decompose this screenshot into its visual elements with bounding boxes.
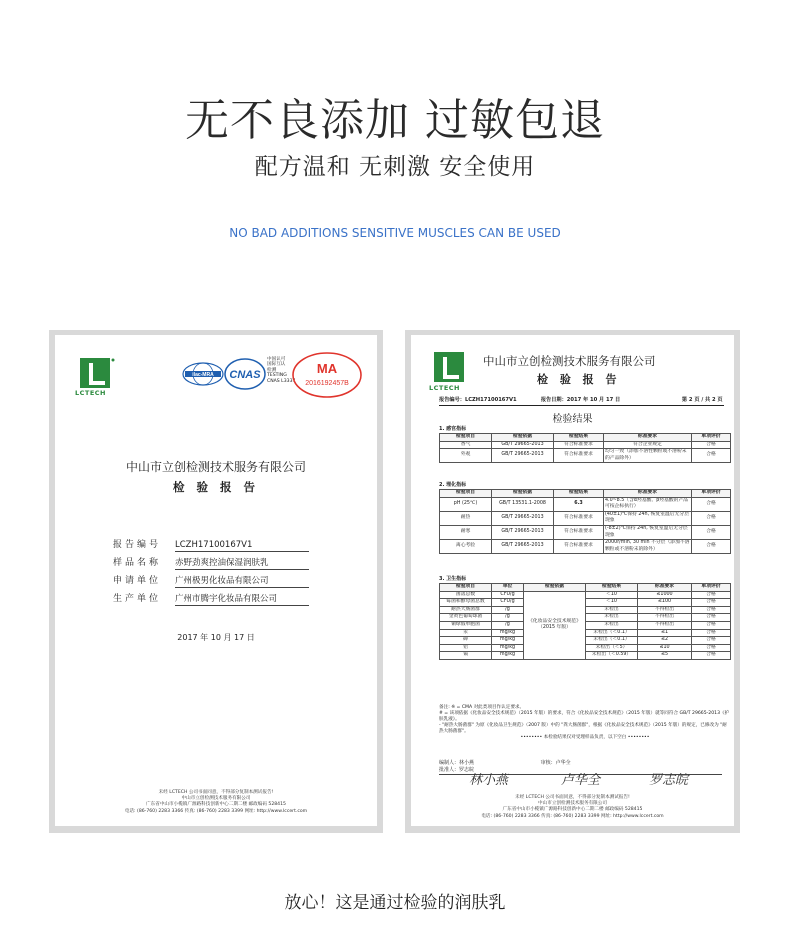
report-cover-page <box>55 335 377 826</box>
table-row: 耐热 GB/T 29665-2013 符合标准要求 (40±1)℃保持 24h, 恢复室温后无分层现象 合格 <box>440 511 731 525</box>
cover-footer: 未经 LCTECH 公司书面同意，不得部分复制本测试报告! 中山市立创检测技术服务有限公司 广东省中山市小榄镇广源路科技创新中心二期二楼 邮政编码 528415 电话: (86-760) 2283 3366 传真: (86-760) 2283 3399 网址: http://www.lccert.com <box>124 790 308 814</box>
svg-text:CNAS: CNAS <box>229 369 261 381</box>
table-row: 镉 mg/kg 未检出（＜0.59） ≤5 合格 <box>440 652 731 660</box>
svg-text:ilac-MRA: ilac-MRA <box>192 372 214 378</box>
cma-stamp-icon <box>291 351 363 399</box>
table-row: 铜绿假单胞菌 /g 未检出 不得检出 合格 <box>440 621 731 629</box>
cnas-accreditation-text: 中国认可 国际互认 检测 TESTING CNAS L3337 <box>267 357 296 384</box>
hygiene-basis: 《化妆品安全技术规范》（2015 年版） <box>524 591 586 659</box>
table-header-row: 检验项目 单位 检验依据 检验结果 标准要求 单项评价 <box>440 584 731 592</box>
page-number: 第 2 页 / 共 2 页 <box>681 397 723 403</box>
field-manufacturer: 生产单位 广州市腾宇化妆品有限公司 <box>113 591 309 606</box>
results-title: 检验结果 <box>552 414 593 425</box>
report-date: 报告日期：2017 年 10 月 17 日 <box>540 397 621 403</box>
report-doc-title: 检 验 报 告 <box>537 373 621 386</box>
logo-text: LCTECH <box>429 384 460 392</box>
sensory-table <box>439 433 731 463</box>
table-row: 离心考验 GB/T 29665-2013 符合标准要求 2000r/min, 30 min 不分层（添加不溶颗粒或不溶粉末的除外） 合格 <box>440 540 731 554</box>
signature-reviewer: 卢华全 <box>561 773 601 788</box>
field-report-no: 报告编号 LCZH17100167V1 <box>113 537 309 552</box>
headline: 无不良添加 过敏包退 <box>185 95 605 146</box>
report-results-page <box>411 335 734 826</box>
report-company-name: 中山市立创检测技术服务有限公司 <box>483 354 656 368</box>
table-row: 外观 GB/T 29665-2013 符合标准要求 均匀一致（添加不溶性颗粒或不溶粉末的产品除外） 合格 <box>440 449 731 463</box>
table-row: 霉菌和酵母菌总数 CFU/g ＜10 ≤100 合格 <box>440 599 731 607</box>
cnas-icon <box>223 357 267 391</box>
table-row: 铅 mg/kg 未检出（＜5） ≤10 合格 <box>440 644 731 652</box>
svg-text:MA: MA <box>316 361 338 376</box>
table-header-row: 检验项目 检验依据 检验结果 标准要求 单项评价 <box>440 490 731 498</box>
physicochemical-table <box>439 489 731 554</box>
logo-text: LCTECH <box>75 389 106 397</box>
section-physicochemical: 2. 理化指标 <box>439 482 467 488</box>
signature-compiler: 林小燕 <box>469 773 509 788</box>
ilac-mra-icon <box>181 361 225 387</box>
cover-company-name: 中山市立创检测技术服务有限公司 <box>125 460 306 474</box>
table-row: 金黄色葡萄球菌 /g 未检出 不得检出 合格 <box>440 614 731 622</box>
report-cover-card <box>49 330 383 833</box>
lctech-logo-icon <box>431 349 471 389</box>
table-row: 汞 mg/kg 未检出（＜0.1） ≤1 合格 <box>440 629 731 637</box>
section-hygiene: 3. 卫生指标 <box>439 576 467 582</box>
subheadline: 配方温和 无刺激 安全使用 <box>254 154 536 180</box>
field-sample-name: 样品名称 赤野劲爽控油保湿润肤乳 <box>113 555 309 570</box>
svg-text:2016192457B: 2016192457B <box>305 380 349 387</box>
report-number: 报告编号：LCZH17100167V1 <box>439 397 517 403</box>
signature-approver: 罗志皖 <box>649 773 689 788</box>
table-header-row: 检验项目 检验依据 检验结果 标准要求 单项评价 <box>440 434 731 442</box>
footer-caption: 放心！这是通过检验的润肤乳 <box>284 893 506 913</box>
report-meta-row <box>439 396 724 406</box>
report-notes: 备注: ※ = CMA 对此类项目作认定要求。 # = 该项依据《化妆品安全技术规范》（2015 年版）的要求，符合《化妆品安全技术规范》（2015 年版）就等同符合 GB/T 29665-2013《护肤乳液》。 - "耐热大肠菌群" 为原《化妆品卫生规范》（2007 版）中的 "粪大肠菌群"，根据《化妆品安全技术规范》（2015 年版）的规定，已修改为 "耐热大肠菌群"。 •••••••• 本检验结果仅对受理样品负责，以下空白 •••••••• <box>439 705 730 740</box>
cover-doc-title: 检 验 报 告 <box>172 480 259 494</box>
table-row: 砷 mg/kg 未检出（＜0.1） ≤2 合格 <box>440 637 731 645</box>
table-row: 香气 GB/T 29665-2013 符合标准要求 符合企业规定 合格 <box>440 441 731 449</box>
table-row: pH (25℃) GB/T 13531.1-2008 6.3 4.0~8.5（含α羟基酸、β羟基酸的产品可按企标执行） 合格 <box>440 497 731 511</box>
report-results-card <box>405 330 740 833</box>
table-row: 菌落总数 CFU/g 《化妆品安全技术规范》（2015 年版） ＜10 ≤1000 合格 <box>440 591 731 599</box>
signature-row: 编制人：林小燕 审核：卢华全 批准人：罗志皖 <box>439 759 722 775</box>
english-tagline: NO BAD ADDITIONS SENSITIVE MUSCLES CAN BE USED <box>229 226 561 240</box>
cover-date: 2017 年 10 月 17 日 <box>177 633 255 642</box>
hygiene-table <box>439 583 731 660</box>
table-row: 耐热大肠菌群 /g 未检出 不得检出 合格 <box>440 606 731 614</box>
report-footer: 未经 LCTECH 公司书面同意，不得部分复制本测试报告! 中山市立创检测技术服务有限公司 广东省中山市小榄镇广源路科技创新中心二期二楼 邮政编码 528415 电话: (86-760) 2283 3366 传真: (86-760) 2283 3399 网址: http://www.lccert.com <box>481 795 664 819</box>
section-sensory: 1. 感官指标 <box>439 426 467 432</box>
field-applicant: 申请单位 广州极男化妆品有限公司 <box>113 573 309 588</box>
table-row: 耐寒 GB/T 29665-2013 符合标准要求 (-8±2)℃保持 24h, 恢复室温后无分层现象 合格 <box>440 525 731 539</box>
